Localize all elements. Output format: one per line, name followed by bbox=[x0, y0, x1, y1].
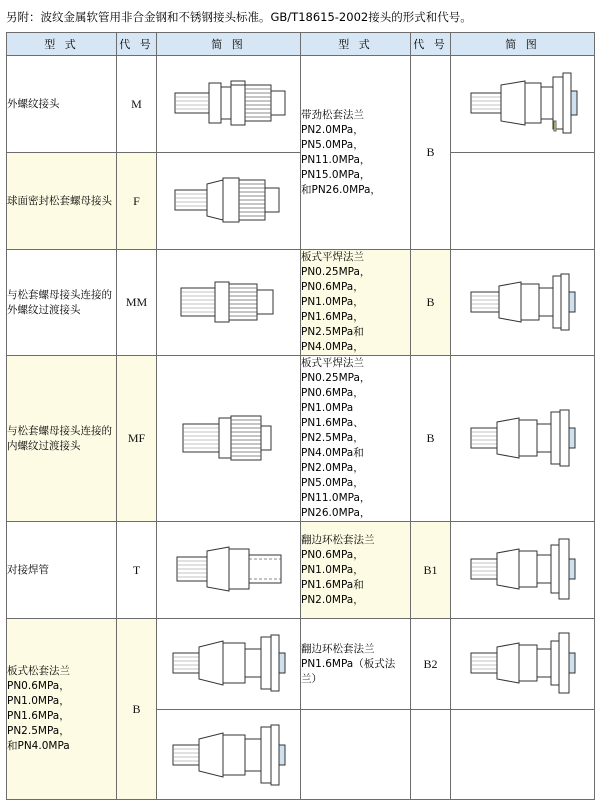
left-code-1: F bbox=[117, 153, 157, 250]
left-type-2: 与松套螺母接头连接的外螺纹过渡接头 bbox=[7, 250, 117, 356]
header-code-left: 代 号 bbox=[117, 33, 157, 56]
right-type-0-l2: PN11.0MPa，PN15.0MPa， bbox=[301, 153, 371, 181]
standard-table bbox=[6, 32, 595, 800]
left-code-4: T bbox=[117, 522, 157, 619]
left-type-5-l2: PN1.6MPa，PN2.5MPa， bbox=[7, 710, 70, 737]
header-type-left: 型 式 bbox=[7, 33, 117, 56]
header-figure-right: 简 图 bbox=[451, 33, 595, 56]
left-figure-3 bbox=[157, 356, 301, 522]
right-type-2-l2: PN1.0MPa PN1.6MPa、 bbox=[301, 402, 364, 429]
right-code-3: B1 bbox=[411, 522, 451, 619]
ribbed-loose-flange-icon bbox=[455, 59, 591, 149]
male-transition-connector-icon bbox=[161, 258, 297, 348]
right-figure-2 bbox=[451, 356, 595, 522]
right-filler-figure bbox=[451, 710, 595, 800]
left-figure-4 bbox=[157, 522, 301, 619]
header-type-right: 型 式 bbox=[301, 33, 411, 56]
lap-joint-flange-b1-icon bbox=[455, 525, 591, 615]
left-code-3: MF bbox=[117, 356, 157, 522]
left-figure-5a bbox=[157, 619, 301, 710]
table-row bbox=[7, 250, 595, 356]
left-type-5-l1: PN0.6MPa，PN1.0MPa， bbox=[7, 680, 70, 707]
plate-loose-flange-icon bbox=[161, 619, 297, 709]
right-type-2-l5: PN11.0MPa，PN26.0MPa， bbox=[301, 492, 371, 519]
left-code-5: B bbox=[117, 619, 157, 800]
lap-joint-flange-b2-icon bbox=[455, 619, 591, 709]
left-figure-0 bbox=[157, 56, 301, 153]
right-figure-1 bbox=[451, 250, 595, 356]
threaded-male-connector-icon bbox=[161, 59, 297, 149]
left-type-4: 对接焊管 bbox=[7, 522, 117, 619]
left-code-0: M bbox=[117, 56, 157, 153]
right-figure-3 bbox=[451, 522, 595, 619]
left-figure-1 bbox=[157, 153, 301, 250]
right-figure-0a bbox=[451, 56, 595, 153]
right-code-4: B2 bbox=[411, 619, 451, 710]
table-row bbox=[7, 56, 595, 153]
left-figure-2 bbox=[157, 250, 301, 356]
right-type-2-l1: PN0.25MPa，PN0.6MPa， bbox=[301, 372, 371, 399]
right-code-0: B bbox=[411, 56, 451, 250]
right-type-1-l3: PN2.5MPa和PN4.0MPa， bbox=[301, 326, 364, 353]
right-type-3-l1: PN0.6MPa，PN1.0MPa， bbox=[301, 548, 364, 576]
right-type-4-l0: 翻边环松套法兰 bbox=[301, 642, 375, 655]
right-type-0-l0: 带劲松套法兰 bbox=[301, 108, 364, 121]
right-type-4-l1: PN1.6MPa（板式法兰） bbox=[301, 657, 396, 685]
right-type-0-l1: PN2.0MPa，PN5.0MPa， bbox=[301, 123, 364, 151]
right-type-4 bbox=[301, 619, 411, 710]
plate-loose-flange-alt-icon bbox=[161, 711, 297, 799]
left-type-5-l0: 板式松套法兰 bbox=[7, 665, 70, 677]
header-figure-left: 简 图 bbox=[157, 33, 301, 56]
plate-flat-weld-flange-2-icon bbox=[455, 394, 591, 484]
right-type-2-l4: PN2.0MPa，PN5.0MPa， bbox=[301, 462, 364, 489]
left-figure-5b bbox=[157, 710, 301, 800]
right-code-2: B bbox=[411, 356, 451, 522]
right-type-1-l2: PN1.0MPa，PN1.6MPa， bbox=[301, 296, 364, 323]
left-type-0: 外螺纹接头 bbox=[7, 56, 117, 153]
right-filler-code bbox=[411, 710, 451, 800]
left-type-5-l3: 和PN4.0MPa bbox=[7, 740, 70, 752]
table-row bbox=[7, 619, 595, 710]
header-code-right: 代 号 bbox=[411, 33, 451, 56]
plate-flat-weld-flange-1-icon bbox=[455, 258, 591, 348]
table-row bbox=[7, 522, 595, 619]
butt-weld-pipe-icon bbox=[161, 525, 297, 615]
table-header-row bbox=[7, 33, 595, 56]
table-row bbox=[7, 356, 595, 522]
right-type-1 bbox=[301, 250, 411, 356]
right-type-3-l2: PN1.6MPa和PN2.0MPa， bbox=[301, 578, 364, 606]
left-code-2: MM bbox=[117, 250, 157, 356]
spherical-seal-union-nut-icon bbox=[161, 156, 297, 246]
right-type-2-l0: 板式平焊法兰 bbox=[301, 357, 364, 369]
right-type-3-l0: 翻边环松套法兰 bbox=[301, 533, 375, 546]
page-title: 另附：波纹金属软管用非合金钢和不锈钢接头标准。GB/T18615-2002接头的形式和代号。 bbox=[6, 10, 472, 24]
right-type-0-l3: 和PN26.0MPa， bbox=[301, 183, 381, 196]
right-type-1-l0: 板式平焊法兰 bbox=[301, 251, 364, 263]
right-type-2-l3: PN2.5MPa，PN4.0MPa和 bbox=[301, 432, 364, 459]
left-type-5 bbox=[7, 619, 117, 800]
right-type-3 bbox=[301, 522, 411, 619]
left-type-3: 与松套螺母接头连接的内螺纹过渡接头 bbox=[7, 356, 117, 522]
right-figure-4 bbox=[451, 619, 595, 710]
right-code-1: B bbox=[411, 250, 451, 356]
female-transition-connector-icon bbox=[161, 394, 297, 484]
right-type-2 bbox=[301, 356, 411, 522]
right-type-1-l1: PN0.25MPa，PN0.6MPa， bbox=[301, 266, 371, 293]
right-filler-type bbox=[301, 710, 411, 800]
left-type-1: 球面密封松套螺母接头 bbox=[7, 153, 117, 250]
right-type-0 bbox=[301, 56, 411, 250]
